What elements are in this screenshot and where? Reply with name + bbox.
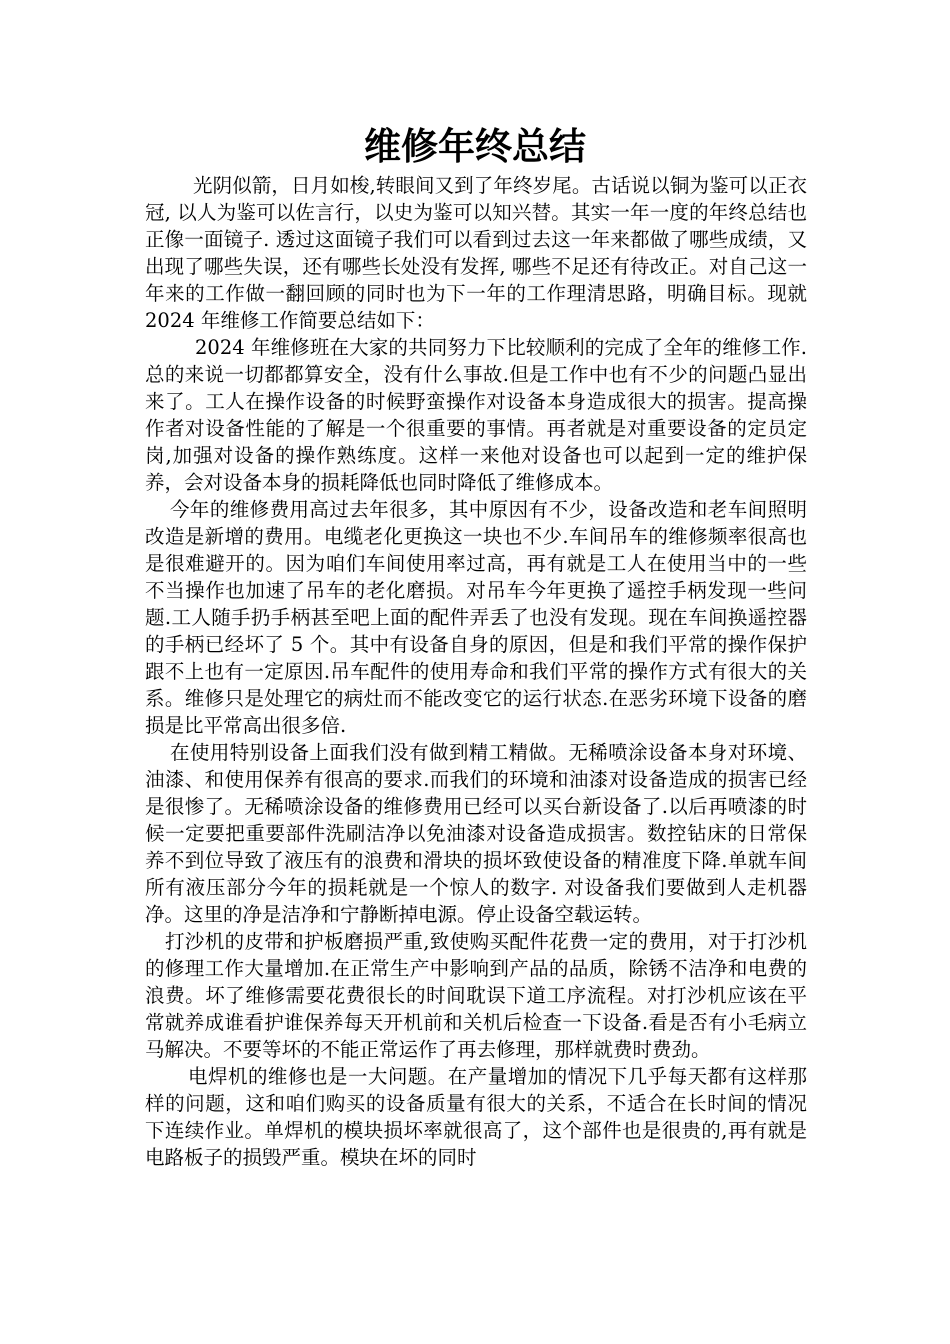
document-title: 维修年终总结 (364, 125, 586, 168)
paragraph-costs: 今年的维修费用高过去年很多，其中原因有不少，设备改造和老车间照明改造是新增的费用。电缆老化更换这一块也不少.车间吊车的维修频率很高也是很难避开的。因为咱们车间使用率过高，再有就是工人在使用当中的一些不当操作也加速了吊车的老化磨损。对吊车今年更换了遥控手柄发现一些问题.工人随手扔手柄甚至吧上面的配件弄丢了也没有发现。现在车间换遥控器的手柄已经坏了 5 个。其中有设备自身的原因，但是和我们平常的操作保护跟不上也有一定原因.吊车配件的使用寿命和我们平常的操作方式有很大的关系。维修只是处理它的病灶而不能改变它的运行状态.在恶劣环境下设备的磨损是比平常高出很多倍. (145, 498, 807, 737)
paragraph-welding-machine: 电焊机的维修也是一大问题。在产量增加的情况下几乎每天都有这样那样的问题，这和咱们购买的设备质量有很大的关系，不适合在长时间的情况下连续作业。单焊机的模块损坏率就很高了，这个部件也是很贵的,再有就是电路板子的损毁严重。模块在坏的同时 (145, 1065, 807, 1169)
paragraph-intro: 光阴似箭，日月如梭,转眼间又到了年终岁尾。古话说以铜为鉴可以正衣冠, 以人为鉴可以佐言行，以史为鉴可以知兴替。其实一年一度的年终总结也正像一面镜子. 透过这面镜子我们可以看到过去这一年来都做了哪些成绩，又出现了哪些失误，还有哪些长处没有发挥, 哪些不足还有待改正。对自己这一年来的工作做一翻回顾的同时也为下一年的工作理清思路，明确目标。现就 2024 年维修工作简要总结如下： (145, 174, 807, 332)
paragraph-sanding-machine: 打沙机的皮带和护板磨损严重,致使购买配件花费一定的费用，对于打沙机的修理工作大量增加.在正常生产中影响到产品的品质，除锈不洁净和电费的浪费。坏了维修需要花费很长的时间耽误下道工序流程。对打沙机应该在平常就养成谁看护谁保养每天开机前和关机后检查一下设备.看是否有小毛病立马解决。不要等坏的不能正常运作了再去修理，那样就费时费劲。 (145, 930, 807, 1061)
paragraph-overview: 2024 年维修班在大家的共同努力下比较顺利的完成了全年的维修工作.总的来说一切都都算安全，没有什么事故.但是工作中也有不少的问题凸显出来了。工人在操作设备的时候野蛮操作对设备本身造成很大的损害。提高操作者对设备性能的了解是一个很重要的事情。再者就是对重要设备的定员定岗,加强对设备的操作熟练度。这样一来他对设备也可以起到一定的维护保养，会对设备本身的损耗降低也同时降低了维修成本。 (145, 336, 807, 494)
paragraph-special-equipment: 在使用特别设备上面我们没有做到精工精做。无稀喷涂设备本身对环境、 油漆、和使用保养有很高的要求.而我们的环境和油漆对设备造成的损害已经是很惨了。无稀喷涂设备的维修费用已经可以买台新设备了.以后再喷漆的时候一定要把重要部件洗刷洁净以免油漆对设备造成损害。数控钻床的日常保养不到位导致了液压有的浪费和滑块的损坏致使设备的精准度下降.单就车间所有液压部分今年的损耗就是一个惊人的数字. 对设备我们要做到人走机器净。这里的净是洁净和宁静断掉电源。停止设备空载运转。 (145, 741, 807, 926)
document-body (145, 172, 807, 1171)
